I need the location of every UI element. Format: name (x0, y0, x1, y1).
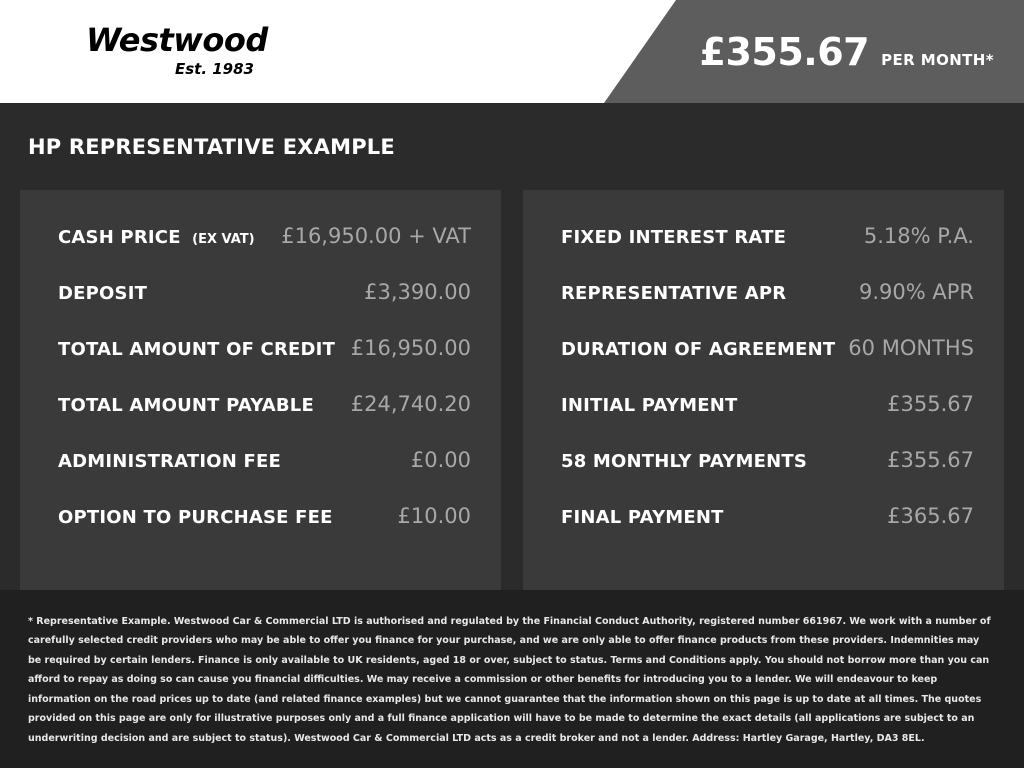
row-label: ADMINISTRATION FEE (58, 451, 281, 472)
row-label-wrap (58, 227, 255, 248)
row-label: TOTAL AMOUNT OF CREDIT (58, 339, 336, 360)
row-note: (EX VAT) (192, 232, 255, 247)
row-value: £365.67 (887, 504, 974, 528)
brand-logo-name: Westwood (86, 21, 268, 59)
brand-logo-established: Est. 1983 (174, 59, 254, 78)
row-label: REPRESENTATIVE APR (561, 283, 787, 304)
row-label-wrap (58, 451, 281, 472)
row-label: INITIAL PAYMENT (561, 395, 738, 416)
row-label: 58 MONTHLY PAYMENTS (561, 451, 808, 472)
row-value: £16,950.00 + VAT (281, 224, 471, 248)
right-details-panel (523, 190, 1004, 594)
table-row (58, 280, 471, 336)
row-value: £355.67 (887, 448, 974, 472)
row-value: 5.18% P.A. (863, 224, 974, 248)
brand-logo (86, 21, 386, 78)
row-value: £0.00 (410, 448, 471, 472)
row-value: £3,390.00 (364, 280, 471, 304)
left-details-panel (20, 190, 501, 594)
row-value: £24,740.20 (350, 392, 471, 416)
footer-disclaimer (0, 590, 1024, 768)
row-label: OPTION TO PURCHASE FEE (58, 507, 333, 528)
finance-details-panels (20, 190, 1004, 594)
row-label-wrap (561, 451, 807, 472)
row-label-wrap (58, 283, 147, 304)
row-label: DEPOSIT (58, 283, 148, 304)
row-value: 60 MONTHS (848, 336, 974, 360)
table-row (58, 224, 471, 280)
table-row (561, 280, 974, 336)
table-row (58, 448, 471, 504)
table-row (561, 392, 974, 448)
disclaimer-text: * Representative Example. Westwood Car & Commercial LTD is authorised and regulated by the Financial Conduct Authority, registered number 661967. We work with a number of carefully selected credit providers who may be able to offer you finance for your purchase, and we are only able to offer finance products from these providers. Indemnities may be required by certain lenders. Finance is only available to UK residents, aged 18 or over, subject to status. Terms and Conditions apply. You should not borrow more than you can afford to repay as doing so can cause you financial difficulties. We may receive a commission or other benefits for introducing you to a lender. We will endeavour to keep information on the road prices up to date (and related finance examples) but we cannot guarantee that the information shown on this page is up to date at all times. The quotes provided on this page are only for illustrative purposes only and a full finance application will have to be made to determine the exact details (all applications are subject to an underwriting decision and are subject to status). Westwood Car & Commercial LTD acts as a credit broker and not a lender. Address: Hartley Garage, Hartley, DA3 8EL. (28, 616, 991, 744)
table-row (58, 336, 471, 392)
row-value: £355.67 (887, 392, 974, 416)
row-value: £10.00 (397, 504, 471, 528)
table-row (58, 392, 471, 448)
row-value: £16,950.00 (350, 336, 471, 360)
row-label: DURATION OF AGREEMENT (561, 339, 836, 360)
row-label-wrap (561, 507, 724, 528)
row-label: CASH PRICE (58, 227, 181, 248)
monthly-price (700, 30, 994, 74)
table-row (561, 448, 974, 504)
page-title: HP REPRESENTATIVE EXAMPLE (28, 135, 395, 159)
table-row (58, 504, 471, 560)
row-label-wrap (58, 507, 333, 528)
row-label-wrap (561, 339, 835, 360)
table-row (561, 504, 974, 560)
row-label-wrap (561, 395, 737, 416)
table-row (561, 336, 974, 392)
row-label: TOTAL AMOUNT PAYABLE (58, 395, 314, 416)
row-label-wrap (58, 339, 335, 360)
row-value: 9.90% APR (858, 280, 974, 304)
page-header (0, 0, 1024, 103)
row-label: FIXED INTEREST RATE (561, 227, 787, 248)
monthly-price-value: £355.67 (699, 30, 870, 74)
row-label-wrap (58, 395, 314, 416)
row-label: FINAL PAYMENT (561, 507, 724, 528)
row-label-wrap (561, 227, 786, 248)
table-row (561, 224, 974, 280)
row-label-wrap (561, 283, 786, 304)
monthly-price-suffix: PER MONTH* (881, 51, 994, 69)
